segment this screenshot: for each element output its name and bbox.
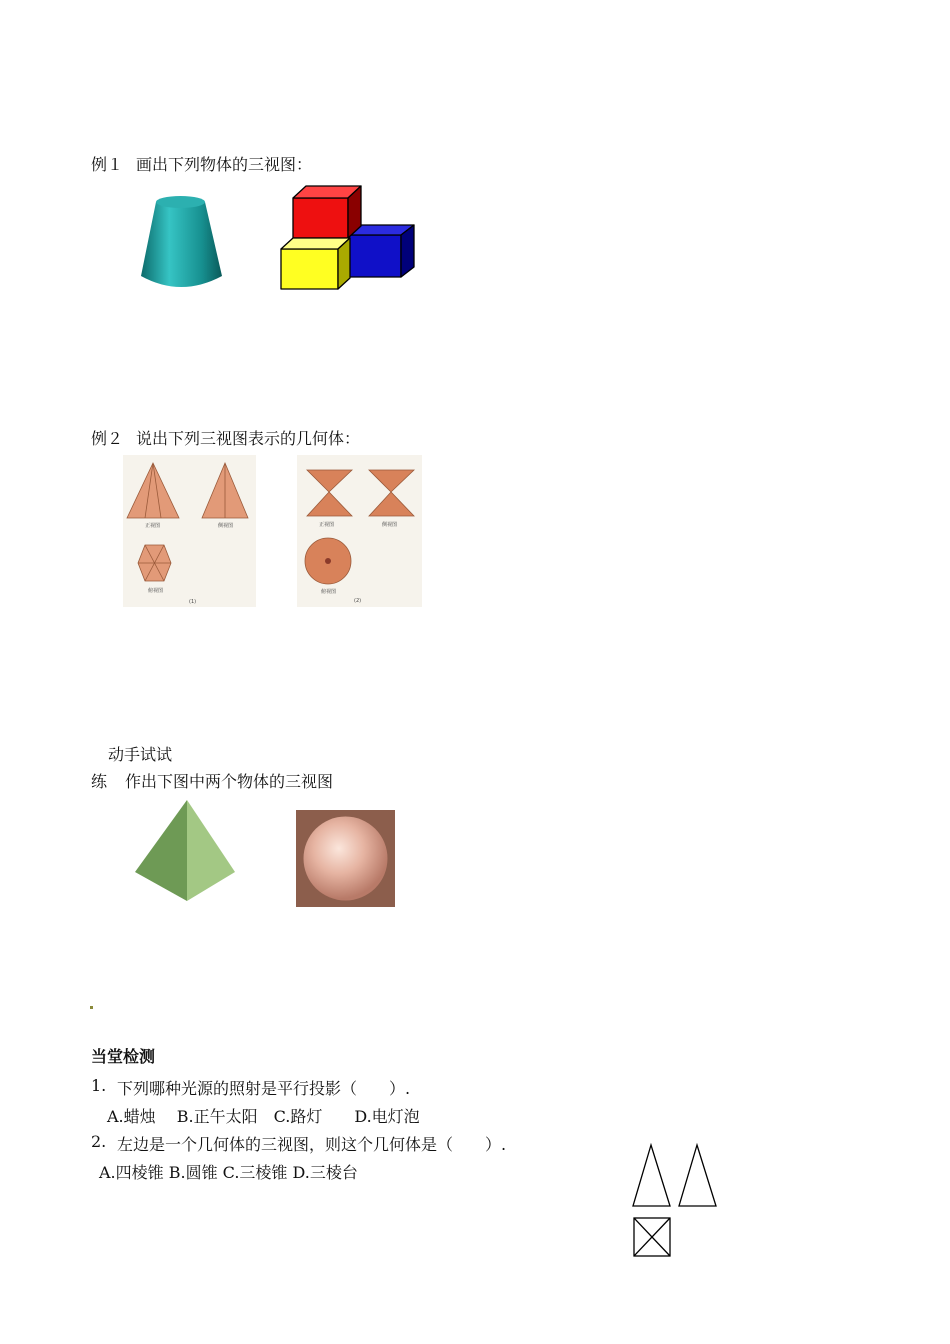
question-2-text: 左边是一个几何体的三视图，则这个几何体是（ ）. — [117, 1135, 507, 1154]
three-view-figure-2 — [297, 455, 422, 607]
test-heading: 当堂检测 — [91, 1047, 156, 1066]
side-view-triangle — [679, 1145, 716, 1206]
practice-text: 作出下图中两个物体的三视图 — [125, 772, 334, 791]
fig2-number: (2) — [354, 598, 362, 604]
question-2-number: 2. — [91, 1132, 107, 1151]
example2-label: 例２ — [91, 429, 124, 448]
fig1-front-caption: 正视图 — [145, 523, 161, 529]
fig2-side-caption: 侧视图 — [382, 522, 398, 528]
three-view-figure-1 — [123, 455, 256, 607]
question-1-options: A.蜡烛 B.正午太阳 C.路灯 D.电灯泡 — [107, 1107, 420, 1126]
fig1-number: (1) — [189, 599, 197, 605]
practice-heading: 动手试试 — [108, 745, 173, 764]
front-view-triangle — [633, 1145, 670, 1206]
sphere-image — [296, 810, 395, 907]
fig2-front-caption: 正视图 — [319, 522, 335, 528]
question-1-number: 1. — [91, 1076, 107, 1095]
cube-stack-image — [278, 183, 418, 293]
example1-label: 例１ — [91, 155, 124, 174]
fig2-top-caption: 俯视图 — [321, 589, 337, 595]
example1-text: 画出下列物体的三视图： — [136, 155, 313, 174]
stray-dot — [90, 1006, 93, 1009]
question-2-three-view — [630, 1142, 722, 1260]
question-1-text: 下列哪种光源的照射是平行投影（ ）. — [117, 1079, 411, 1098]
example2-text: 说出下列三视图表示的几何体： — [136, 429, 361, 448]
fig1-top-caption: 俯视图 — [148, 588, 164, 594]
practice-label: 练 — [91, 772, 108, 791]
fig1-side-caption: 侧视图 — [218, 523, 234, 529]
frustum-image — [135, 190, 230, 295]
pyramid-image — [133, 797, 238, 903]
question-2-options: A.四棱锥 B.圆锥 C.三棱锥 D.三棱台 — [99, 1163, 358, 1182]
